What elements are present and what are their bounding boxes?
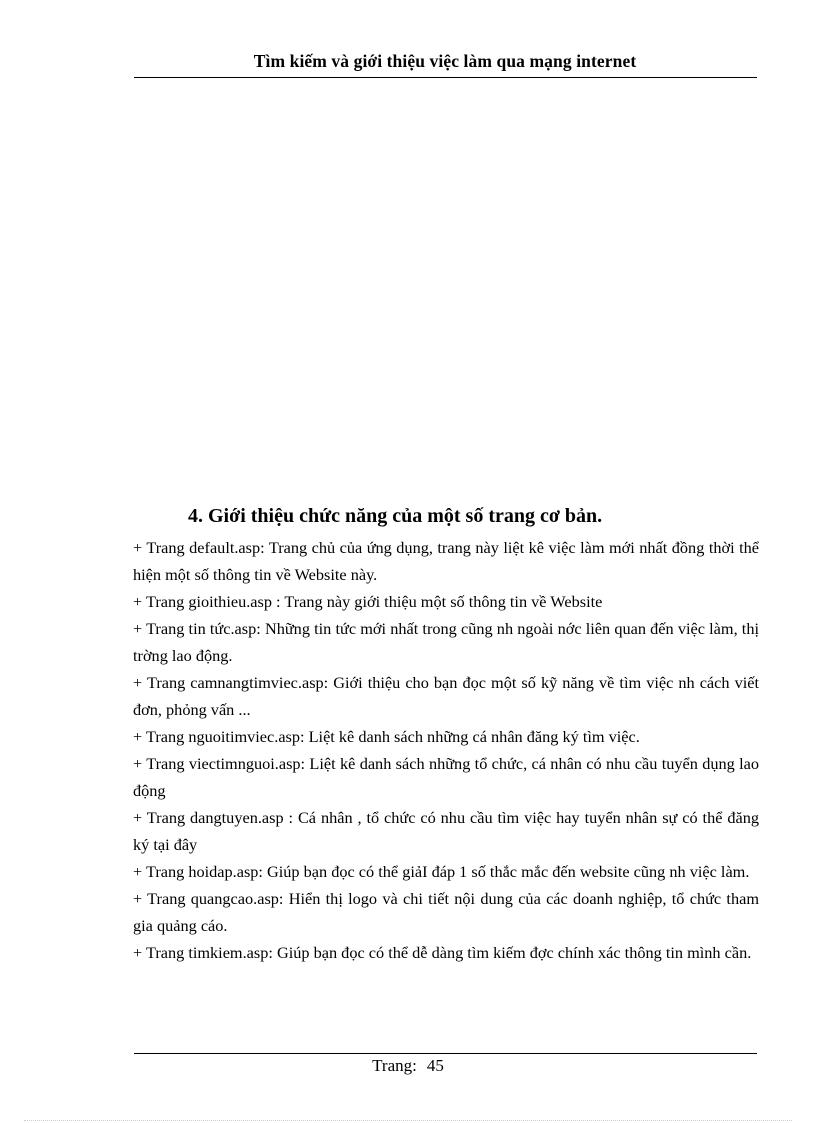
section-heading: 4. Giới thiệu chức năng của một số trang cơ bản. [188, 505, 603, 527]
page-header-title: Tìm kiếm và giới thiệu việc làm qua mạng internet [253, 51, 637, 71]
paragraph-gioithieu-asp: + Trang gioithieu.asp : Trang này giới thiệu một số thông tin về Website [133, 592, 603, 611]
paragraph-dangtuyen-asp: + Trang dangtuyen.asp : Cá nhân , tổ chức có nhu cầu tìm việc hay tuyển nhân sự có thể đăng ký tại đây [133, 808, 759, 854]
footer-page-label: Trang: [372, 1056, 417, 1075]
page-bottom-edge [24, 1120, 792, 1121]
header-divider [134, 77, 757, 78]
paragraph-default-asp: + Trang default.asp: Trang chủ của ứng dụng, trang này liệt kê việc làm mới nhất đồng thời thể hiện một số thông tin về Website này. [133, 538, 759, 584]
footer-divider [134, 1053, 757, 1054]
page-footer [0, 1056, 816, 1076]
paragraph-hoidap-asp: + Trang hoidap.asp: Giúp bạn đọc có thể giảI đáp 1 số thắc mắc đến website cũng nh việc làm. [133, 862, 750, 881]
paragraph-nguoitimviec-asp: + Trang nguoitimviec.asp: Liệt kê danh sách những cá nhân đăng ký tìm việc. [133, 727, 640, 746]
paragraph-tintuc-asp: + Trang tin tức.asp: Những tin tức mới nhất trong cũng nh ngoài nớc liên quan đến việc làm, thị trờng lao động. [133, 619, 759, 665]
paragraph-timkiem-asp: + Trang timkiem.asp: Giúp bạn đọc có thể dễ dàng tìm kiếm đợc chính xác thông tin mình cần. [133, 943, 752, 962]
body-text [133, 534, 759, 966]
paragraph-quangcao-asp: + Trang quangcao.asp: Hiển thị logo và chi tiết nội dung của các doanh nghiệp, tổ chức tham gia quảng cáo. [133, 889, 759, 935]
paragraph-viectimnguoi-asp: + Trang viectimnguoi.asp: Liệt kê danh sách những tổ chức, cá nhân có nhu cầu tuyển dụng lao động [133, 754, 759, 800]
page-number: 45 [426, 1056, 444, 1075]
paragraph-camnangtimviec-asp: + Trang camnangtimviec.asp: Giới thiệu cho bạn đọc một số kỹ năng về tìm việc nh cách viết đơn, phỏng vấn ... [133, 673, 759, 719]
